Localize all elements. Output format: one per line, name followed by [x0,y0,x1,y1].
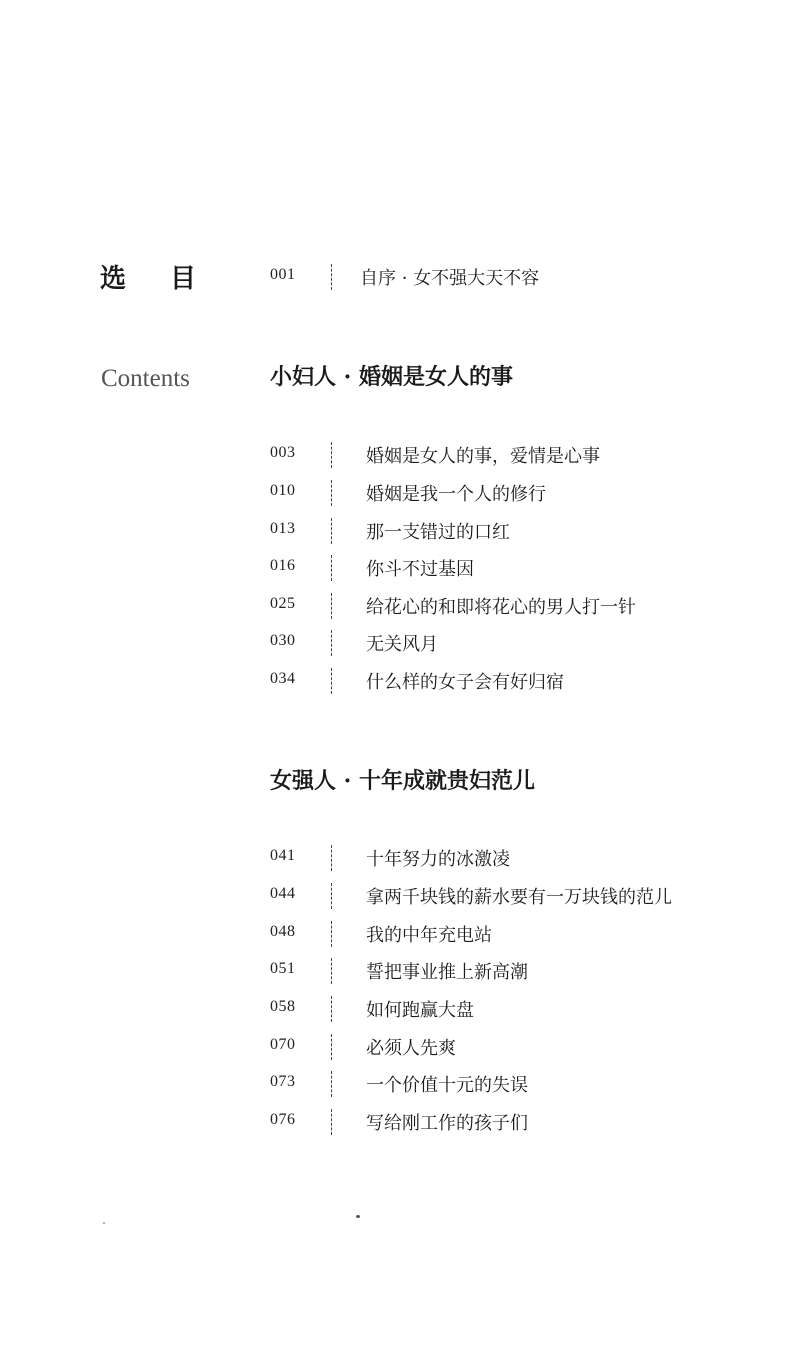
entry-title: 一个价值十元的失误 [366,1075,528,1096]
dotted-separator [331,264,332,290]
page-number: 025 [270,595,296,612]
toc-entry[interactable] [270,843,770,873]
toc-entry-preface[interactable] [270,262,770,292]
page-number: 070 [270,1036,296,1053]
entry-title: 写给刚工作的孩子们 [366,1113,528,1134]
dotted-separator [331,958,332,984]
entry-title: 给花心的和即将花心的男人打一针 [366,597,636,618]
section-title: 女强人 · 十年成就贵妇范儿 [270,768,535,794]
toc-entry[interactable] [270,553,770,583]
dotted-separator [331,1034,332,1060]
toc-entry[interactable] [270,1069,770,1099]
dotted-separator [331,883,332,909]
page-number: 058 [270,998,296,1015]
page-number: 044 [270,885,296,902]
page-number: 076 [270,1111,296,1128]
dotted-separator [331,630,332,656]
entry-title: 必须人先爽 [366,1038,456,1059]
page-number: 048 [270,923,296,940]
entry-title: 无关风月 [366,634,438,655]
entry-title: 十年努力的冰激凌 [366,849,510,870]
toc-entry[interactable] [270,919,770,949]
dotted-separator [331,518,332,544]
dotted-separator [331,1071,332,1097]
dotted-separator [331,996,332,1022]
entry-title: 自序 · 女不强大天不容 [360,268,540,289]
dotted-separator [331,593,332,619]
dotted-separator [331,668,332,694]
toc-entry[interactable] [270,628,770,658]
dotted-separator [331,921,332,947]
toc-entry[interactable] [270,881,770,911]
toc-entry[interactable] [270,591,770,621]
toc-entry[interactable] [270,1107,770,1137]
scan-speck [356,1215,360,1218]
entry-title: 誓把事业推上新高潮 [366,962,528,983]
toc-entry[interactable] [270,994,770,1024]
toc-subheading: Contents [101,365,190,392]
entry-title: 那一支错过的口红 [366,522,510,543]
dotted-separator [331,1109,332,1135]
dotted-separator [331,442,332,468]
scan-speck [103,1222,105,1224]
entry-title: 拿两千块钱的薪水要有一万块钱的范儿 [366,887,672,908]
dotted-separator [331,555,332,581]
page-number: 041 [270,847,296,864]
page-number: 073 [270,1073,296,1090]
toc-heading: 选目 [100,264,241,294]
toc-entry[interactable] [270,956,770,986]
page-number: 013 [270,520,296,537]
toc-entry[interactable] [270,666,770,696]
page-number: 034 [270,670,296,687]
entry-title: 什么样的女子会有好归宿 [366,672,564,693]
toc-entry[interactable] [270,1032,770,1062]
page-number: 051 [270,960,296,977]
dotted-separator [331,480,332,506]
page-number: 003 [270,444,296,461]
dotted-separator [331,845,332,871]
entry-title: 我的中年充电站 [366,925,492,946]
entry-title: 如何跑赢大盘 [366,1000,474,1021]
entry-title: 婚姻是女人的事，爱情是心事 [366,446,600,467]
toc-entry[interactable] [270,478,770,508]
entry-title: 婚姻是我一个人的修行 [366,484,546,505]
page-number: 010 [270,482,296,499]
entry-title: 你斗不过基因 [366,559,474,580]
page-number: 030 [270,632,296,649]
page-number: 001 [270,266,296,283]
page-number: 016 [270,557,296,574]
toc-entry[interactable] [270,516,770,546]
section-title: 小妇人 · 婚姻是女人的事 [270,364,513,390]
toc-entry[interactable] [270,440,770,470]
